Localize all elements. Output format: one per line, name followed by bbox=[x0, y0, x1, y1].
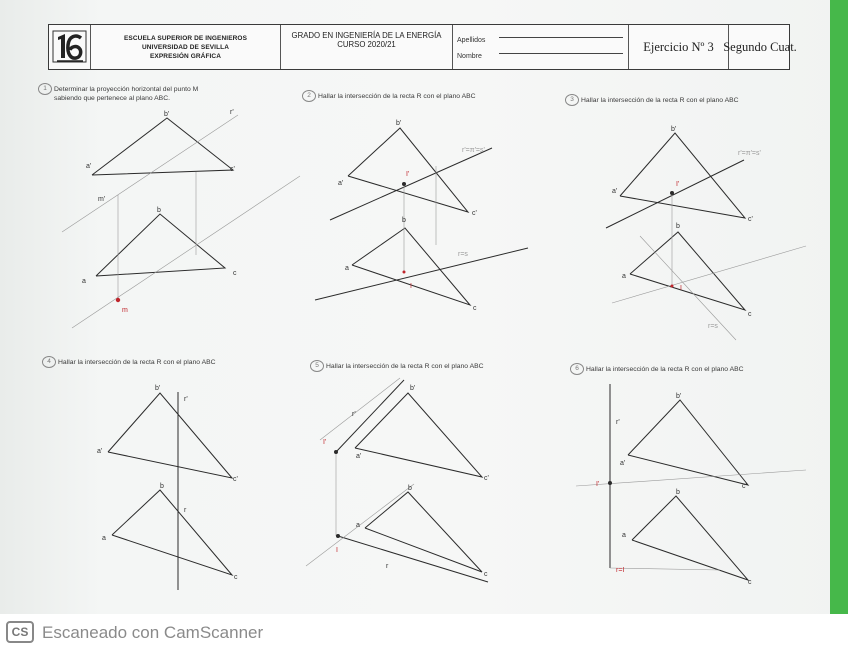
label-c: c bbox=[748, 311, 752, 318]
label-c: c bbox=[748, 579, 752, 586]
label-r: r bbox=[386, 563, 389, 570]
point-i bbox=[403, 271, 406, 274]
label-c-prime: c' bbox=[742, 483, 747, 490]
label-r-prime-eq: r'=π'=s' bbox=[738, 150, 761, 157]
label-b-prime: b' bbox=[155, 385, 161, 392]
exercise-number-badge: 3 bbox=[565, 94, 579, 106]
exercise-5-labels bbox=[323, 385, 489, 578]
exercise-number-badge: 1 bbox=[38, 83, 52, 95]
label-a: a bbox=[345, 265, 349, 272]
label-a-prime: a' bbox=[97, 448, 103, 455]
school-line: UNIVERSIDAD DE SEVILLA bbox=[141, 43, 230, 51]
label-a-prime: a' bbox=[612, 188, 618, 195]
exercise-4-labels bbox=[97, 385, 238, 581]
statement-line: Hallar la intersección de la recta R con el plano ABC bbox=[581, 96, 739, 104]
camscanner-logo: CS bbox=[6, 621, 34, 643]
statement-line: Hallar la intersección de la recta R con el plano ABC bbox=[318, 92, 476, 100]
label-b: b bbox=[157, 207, 161, 214]
label-b-prime: b' bbox=[164, 111, 170, 118]
label-c: c bbox=[473, 305, 477, 312]
label-r-eq: r=s bbox=[708, 323, 718, 330]
label-c-prime: c' bbox=[233, 476, 238, 483]
surname-label: Apellidos bbox=[457, 37, 486, 44]
point-i bbox=[336, 534, 340, 538]
name-label: Nombre bbox=[457, 53, 482, 60]
exercise-2-figure bbox=[315, 128, 528, 305]
exercise-3-figure bbox=[606, 133, 806, 340]
exercise-number-badge: 4 bbox=[42, 356, 56, 368]
label-r-eq-i: r=I bbox=[616, 567, 625, 574]
label-c: c bbox=[234, 574, 238, 581]
exercise-label: Ejercicio Nº 3 bbox=[643, 39, 714, 54]
label-b-prime: b' bbox=[671, 126, 677, 133]
label-c-prime: c' bbox=[472, 210, 477, 217]
label-m: m bbox=[122, 307, 128, 314]
label-i-prime: I' bbox=[323, 439, 327, 446]
label-i-prime: I' bbox=[406, 171, 410, 178]
label-c-prime: c' bbox=[748, 216, 753, 223]
label-i: I bbox=[336, 547, 338, 554]
statement-line: sabiendo que pertenece al plano ABC. bbox=[54, 95, 171, 102]
label-r-prime: r' bbox=[616, 419, 620, 426]
label-b: b bbox=[676, 223, 680, 230]
term-label: Segundo Cuat. bbox=[723, 39, 797, 54]
exercise-3-labels bbox=[612, 126, 761, 330]
statement-line: Determinar la proyección horizontal del punto M bbox=[54, 85, 199, 93]
label-i: I bbox=[410, 283, 412, 290]
camscanner-text: Escaneado con CamScanner bbox=[42, 623, 264, 642]
label-i-prime: I' bbox=[596, 481, 600, 488]
label-r-prime: r' bbox=[352, 411, 356, 418]
label-r-prime-eq: r'=π'=s' bbox=[462, 147, 485, 154]
label-r-prime: r' bbox=[230, 109, 234, 116]
course-line: CURSO 2020/21 bbox=[337, 40, 396, 49]
exercise-1-labels bbox=[82, 109, 237, 314]
point-i-prime bbox=[402, 182, 406, 186]
point-i-prime bbox=[608, 481, 612, 485]
label-b: b bbox=[408, 485, 412, 492]
exercise-2-labels bbox=[338, 120, 485, 312]
label-b-prime: b' bbox=[676, 393, 682, 400]
label-i: I bbox=[680, 285, 682, 292]
exercise-1-figure bbox=[62, 115, 300, 328]
label-b: b bbox=[676, 489, 680, 496]
exercise-number-badge: 5 bbox=[310, 360, 324, 372]
label-a-prime: a' bbox=[356, 453, 362, 460]
statement-line: Hallar la intersección de la recta R con el plano ABC bbox=[326, 362, 484, 370]
label-a: a bbox=[622, 273, 626, 280]
label-c-prime: c' bbox=[484, 475, 489, 482]
label-a: a bbox=[102, 535, 106, 542]
label-i-prime: I' bbox=[676, 181, 680, 188]
exercise-number-badge: 6 bbox=[570, 363, 584, 375]
point-i bbox=[671, 285, 674, 288]
label-m-prime: m' bbox=[98, 196, 106, 203]
label-a-prime: a' bbox=[86, 163, 92, 170]
label-a-prime: a' bbox=[338, 180, 344, 187]
label-a: a bbox=[622, 532, 626, 539]
label-r-eq: r=s bbox=[458, 251, 468, 258]
label-b: b bbox=[160, 483, 164, 490]
school-line: EXPRESIÓN GRÁFICA bbox=[149, 52, 222, 60]
label-c-prime: c' bbox=[230, 166, 235, 173]
label-c: c bbox=[233, 270, 237, 277]
label-b-prime: b' bbox=[410, 385, 416, 392]
exercise-number-badge: 2 bbox=[302, 90, 316, 102]
label-a: a bbox=[82, 278, 86, 285]
label-r-prime: r' bbox=[184, 396, 188, 403]
label-b: b bbox=[402, 217, 406, 224]
label-b-prime: b' bbox=[396, 120, 402, 127]
point-i-prime bbox=[670, 191, 674, 195]
statement-line: Hallar la intersección de la recta R con el plano ABC bbox=[586, 365, 744, 373]
label-a: a bbox=[356, 522, 360, 529]
label-r: r bbox=[184, 507, 187, 514]
label-a-prime: a' bbox=[620, 460, 626, 467]
scan-footer bbox=[0, 614, 848, 656]
course-line: GRADO EN INGENIERÍA DE LA ENERGÍA bbox=[291, 31, 442, 40]
exercise-5-figure bbox=[306, 378, 488, 582]
label-c: c bbox=[484, 571, 488, 578]
statement-line: Hallar la intersección de la recta R con el plano ABC bbox=[58, 358, 216, 366]
point-i-prime bbox=[334, 450, 338, 454]
school-line: ESCUELA SUPERIOR DE INGENIEROS bbox=[123, 34, 248, 42]
exercise-4-figure bbox=[108, 392, 232, 590]
point-m bbox=[116, 298, 120, 302]
